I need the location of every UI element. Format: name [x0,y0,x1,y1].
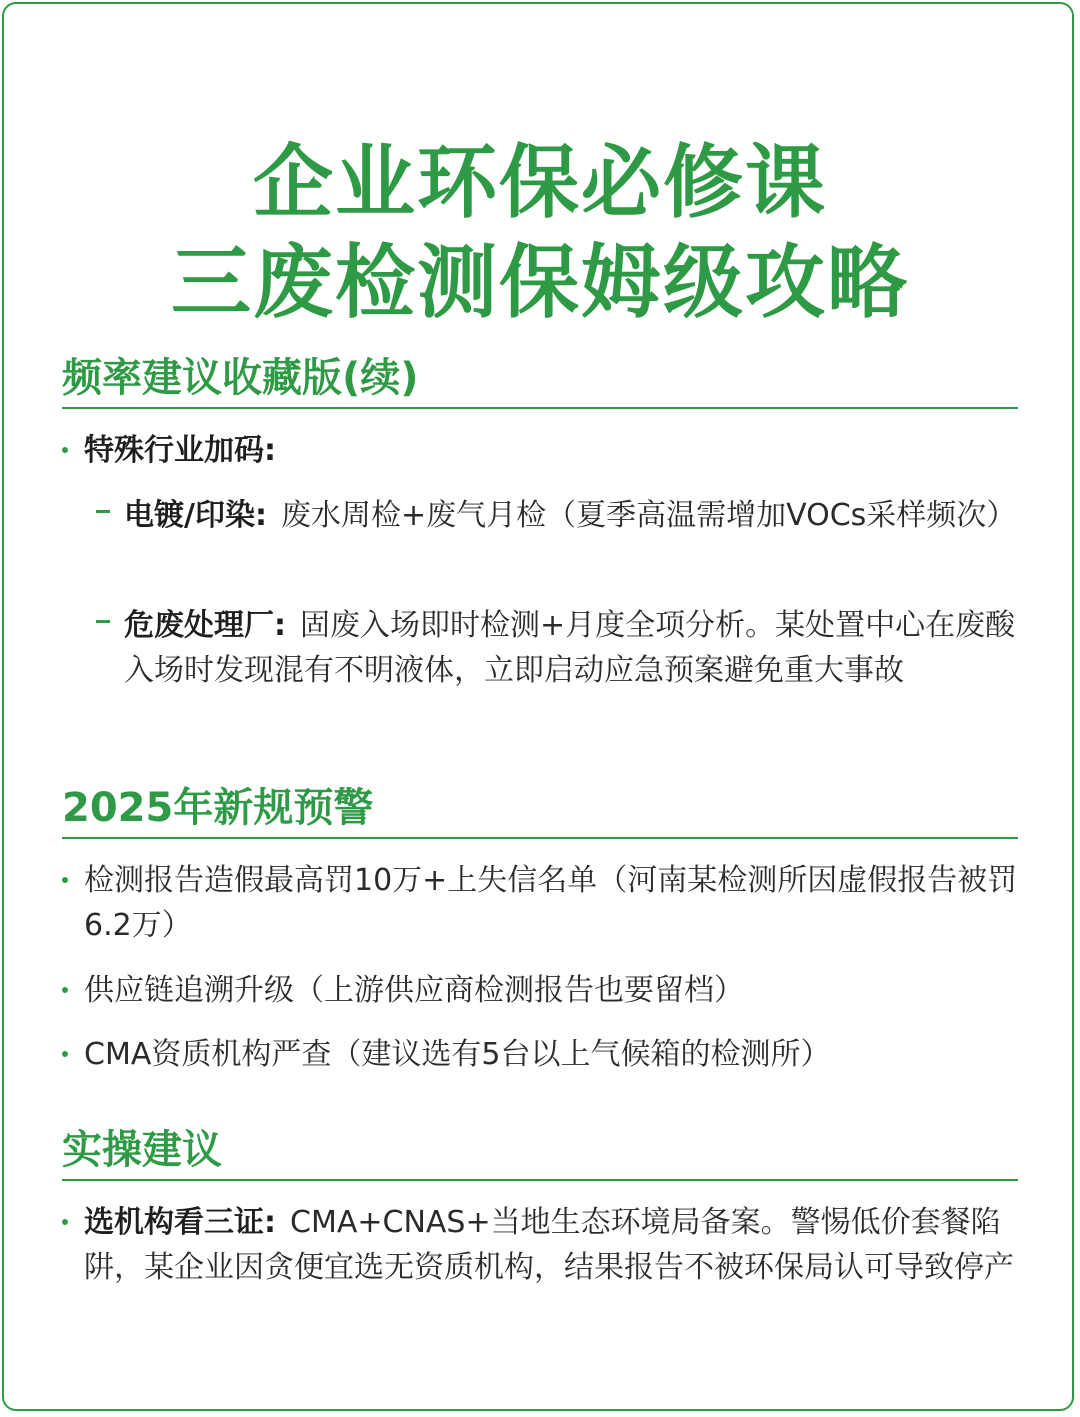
item-text: CMA+CNAS+当地生态环境局备案。警惕低价套餐陷阱，某企业因贪便宜选无资质机构，结果报告不被环保局认可导致停产 [84,1205,1014,1285]
list-item-supply-chain: 供应链追溯升级（上游供应商检测报告也要留档） [84,973,744,1008]
item-label: 特殊行业加码: [84,433,276,468]
list-item-cma-check: CMA资质机构严查（建议选有5台以上气候箱的检测所） [84,1037,831,1072]
list-item-special-industry [84,428,1018,473]
item-label: 选机构看三证: [84,1205,276,1240]
list-item-choose-agency [84,1200,1018,1290]
bullet-icon [62,987,68,993]
bullet-icon [62,1219,68,1225]
bullet-icon [62,1051,68,1057]
section-divider [62,407,1018,409]
sub-item-hazardous-plant [124,603,1018,693]
bullet-icon [62,877,68,883]
sub-item-text: 固废入场即时检测+月度全项分析。某处置中心在废酸入场时发现混有不明液体，立即启动应急预案避免重大事故 [124,608,1016,688]
sub-item-label: 电镀/印染: [124,498,267,533]
list-item-report-fraud: 检测报告造假最高罚10万+上失信名单（河南某检测所因虚假报告被罚6.2万） [84,863,1018,943]
sub-item-electroplating [124,493,1018,538]
section-heading-frequency: 频率建议收藏版(续) [62,355,419,401]
section-heading-2025-rules: 2025年新规预警 [62,785,374,831]
section-heading-practice: 实操建议 [62,1127,222,1173]
sub-item-label: 危废处理厂: [124,608,286,643]
dash-icon [96,620,110,623]
page-title-line2: 三废检测保姆级攻略 [171,236,909,329]
section-divider [62,1179,1018,1181]
section-divider [62,837,1018,839]
page-title-line1: 企业环保必修课 [253,136,827,229]
bullet-icon [62,447,68,453]
sub-item-text: 废水周检+废气月检（夏季高温需增加VOCs采样频次） [280,498,1017,533]
dash-icon [96,510,110,513]
